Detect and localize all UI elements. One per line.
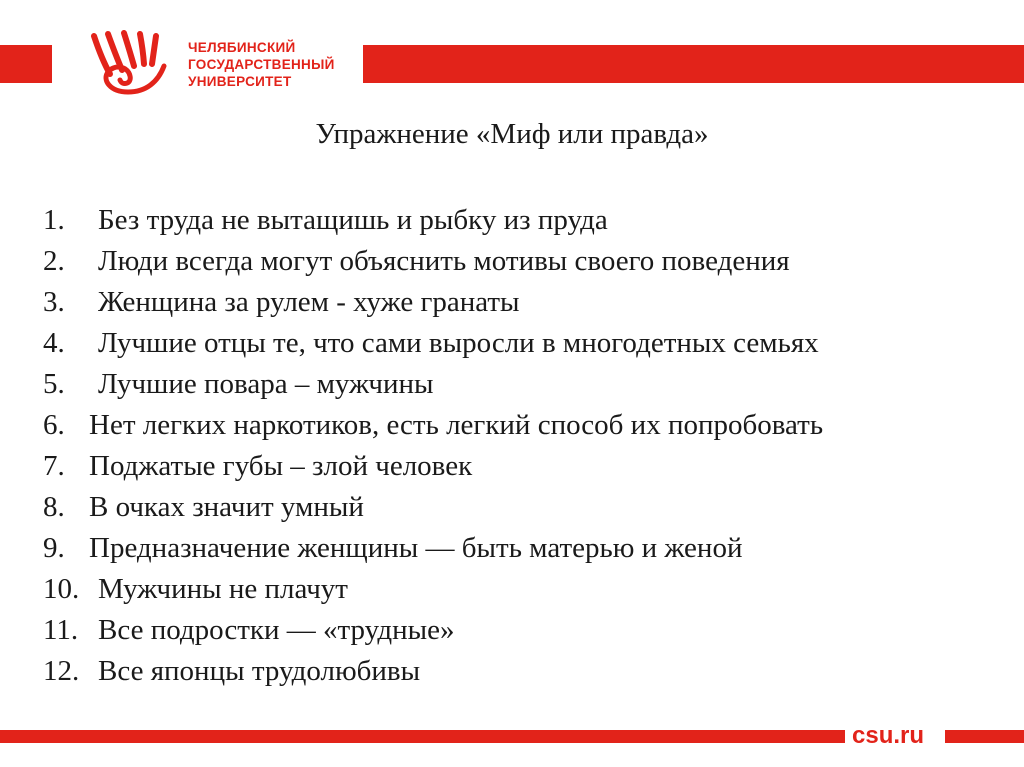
item-number: 10. — [43, 573, 80, 605]
logo-line-3: УНИВЕРСИТЕТ — [188, 74, 292, 89]
university-name — [188, 39, 335, 90]
item-number: 4. — [43, 327, 65, 359]
item-text: Лучшие повара – мужчины — [98, 368, 434, 400]
item-number: 1. — [43, 204, 65, 236]
item-number: 8. — [43, 491, 65, 523]
item-number: 3. — [43, 286, 65, 318]
item-text: Женщина за рулем - хуже гранаты — [98, 286, 520, 318]
list-item — [43, 528, 823, 569]
item-text: Все японцы трудолюбивы — [98, 655, 421, 687]
list-item — [43, 364, 823, 405]
list-item — [43, 610, 823, 651]
item-number: 5. — [43, 368, 65, 400]
item-text: Люди всегда могут объяснить мотивы своего поведения — [98, 245, 790, 277]
item-text: Мужчины не плачут — [98, 573, 348, 605]
list-item — [43, 569, 823, 610]
footer-domain: csu.ru — [852, 722, 925, 749]
item-number: 9. — [43, 532, 65, 564]
item-text: Предназначение женщины — быть матерью и женой — [89, 532, 743, 564]
item-text: Без труда не вытащишь и рыбку из пруда — [98, 204, 608, 236]
header-bar-left — [0, 45, 52, 83]
list-item — [43, 282, 823, 323]
university-logo-icon — [80, 30, 176, 100]
list-item — [43, 323, 823, 364]
list-item — [43, 487, 823, 528]
list-item — [43, 446, 823, 487]
item-number: 2. — [43, 245, 65, 277]
item-number: 6. — [43, 409, 65, 441]
item-text: Все подростки — «трудные» — [98, 614, 455, 646]
logo-line-2: ГОСУДАРСТВЕННЫЙ — [188, 57, 335, 72]
item-number: 12. — [43, 655, 80, 687]
item-number: 7. — [43, 450, 65, 482]
item-text: Лучшие отцы те, что сами выросли в многодетных семьях — [98, 327, 819, 359]
footer-bar-left — [0, 730, 845, 743]
item-text: Поджатые губы – злой человек — [89, 450, 473, 482]
item-number: 11. — [43, 614, 79, 646]
item-text: Нет легких наркотиков, есть легкий способ их попробовать — [89, 409, 824, 441]
list-item — [43, 241, 823, 282]
list-item — [43, 405, 823, 446]
myth-list — [43, 200, 823, 692]
logo-line-1: ЧЕЛЯБИНСКИЙ — [188, 40, 296, 55]
list-item — [43, 651, 823, 692]
item-text: В очках значит умный — [89, 491, 364, 523]
list-item — [43, 200, 823, 241]
slide-title: Упражнение «Миф или правда» — [315, 118, 709, 150]
footer-bar-right — [945, 730, 1024, 743]
header-bar-right — [363, 45, 1024, 83]
